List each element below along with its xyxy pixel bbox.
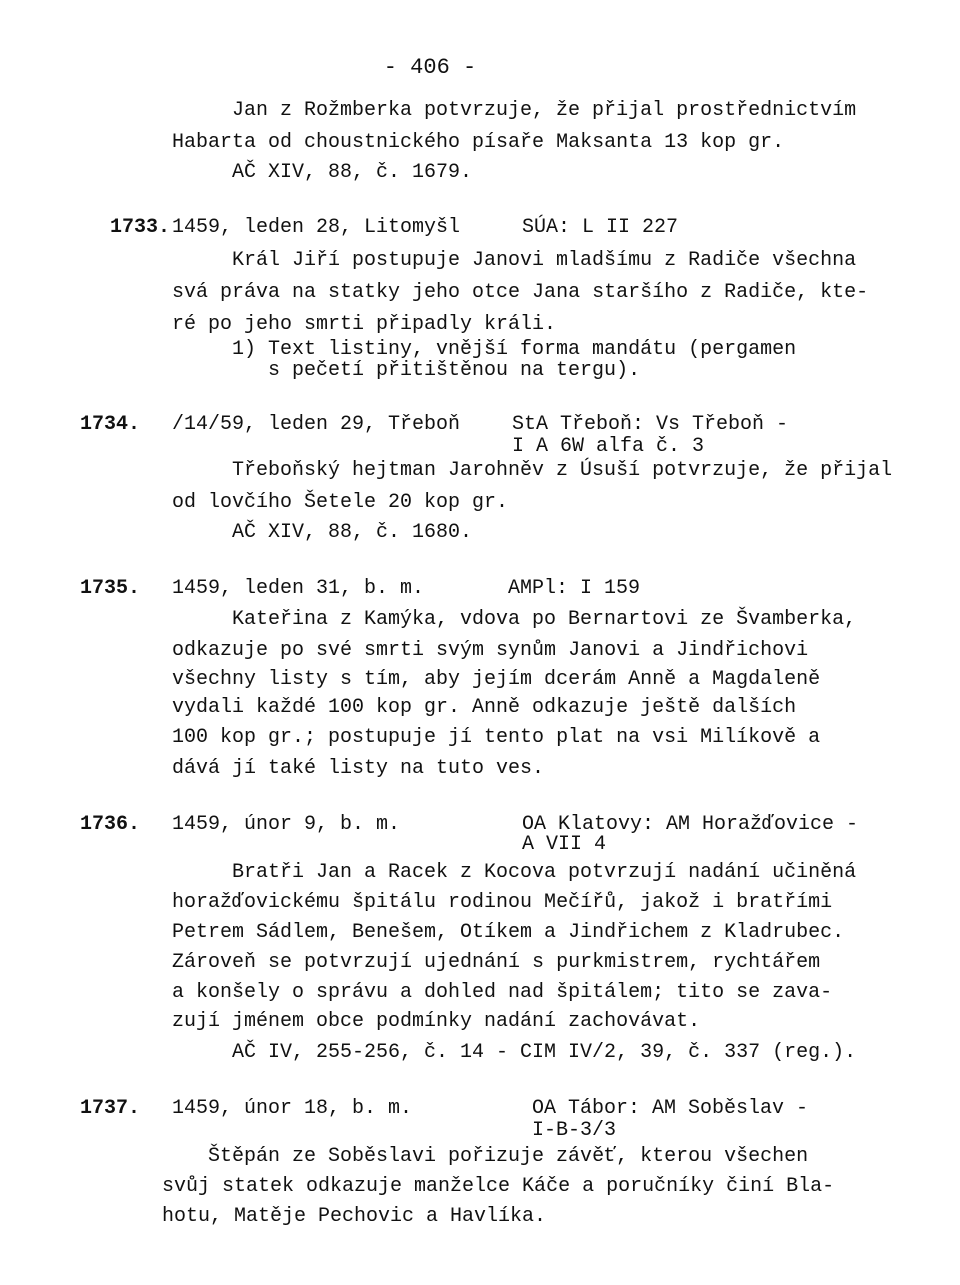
entry-text-1736-2: horažďovickému špitálu rodinou Mečířů, jakož i bratřími xyxy=(172,891,833,914)
entry-number-1733: 1733. xyxy=(110,216,171,239)
entry-text-1733-2: svá práva na statky jeho otce Jana staršího z Radiče, kte- xyxy=(172,281,869,304)
entry-text-1735-2: odkazuje po své smrti svým synům Janovi a Jindřichovi xyxy=(172,639,809,662)
entry-text-1734-2: od lovčího Šetele 20 kop gr. xyxy=(172,491,509,514)
entry-text-1736-6: zují jménem obce podmínky nadání zachovávat. xyxy=(172,1010,701,1033)
entry-reference-1734: AČ XIV, 88, č. 1680. xyxy=(232,521,473,544)
entry-date-1737: 1459, únor 18, b. m. xyxy=(172,1097,413,1120)
intro-line-1: Jan z Rožmberka potvrzuje, že přijal prostřednictvím xyxy=(232,99,857,122)
entry-archive-1734-1: StA Třeboň: Vs Třeboň - xyxy=(512,413,789,436)
entry-number-1734: 1734. xyxy=(80,413,141,436)
entry-text-1735-1: Kateřina z Kamýka, vdova po Bernartovi ze Švamberka, xyxy=(232,608,857,631)
entry-text-1737-3: hotu, Matěje Pechovic a Havlíka. xyxy=(162,1205,547,1228)
entry-number-1736: 1736. xyxy=(80,813,141,836)
entry-archive-1737-1: OA Tábor: AM Soběslav - xyxy=(532,1097,809,1120)
entry-text-1734-1: Třeboňský hejtman Jarohněv z Úsuší potvrzuje, že přijal xyxy=(232,459,893,482)
entry-text-1735-4: vydali každé 100 kop gr. Anně odkazuje ještě dalších xyxy=(172,696,797,719)
intro-reference: AČ XIV, 88, č. 1679. xyxy=(232,161,473,184)
entry-text-1735-6: dává jí také listy na tuto ves. xyxy=(172,757,545,780)
entry-archive-1736-1: OA Klatovy: AM Horažďovice - xyxy=(522,813,859,836)
entry-date-1736: 1459, únor 9, b. m. xyxy=(172,813,401,836)
entry-text-1735-5: 100 kop gr.; postupuje jí tento plat na vsi Milíkově a xyxy=(172,726,821,749)
entry-date-1734: /14/59, leden 29, Třeboň xyxy=(172,413,461,436)
entry-archive-1733: SÚA: L II 227 xyxy=(522,216,679,239)
entry-note-1733-1: 1) Text listiny, vnější forma mandátu (pergamen xyxy=(232,338,797,361)
entry-text-1736-5: a konšely o správu a dohled nad špitálem; tito se zava- xyxy=(172,981,833,1004)
entry-archive-1736-2: A VII 4 xyxy=(522,833,607,856)
entry-date-1733: 1459, leden 28, Litomyšl xyxy=(172,216,461,239)
entry-text-1737-1: Štěpán ze Soběslavi pořizuje závěť, kterou všechen xyxy=(208,1145,809,1168)
entry-text-1735-3: všechny listy s tím, aby jejím dcerám Anně a Magdaleně xyxy=(172,668,821,691)
entry-text-1733-1: Král Jiří postupuje Janovi mladšímu z Radiče všechna xyxy=(232,249,857,272)
intro-line-2: Habarta od choustnického písaře Maksanta 13 kop gr. xyxy=(172,131,785,154)
entry-text-1736-4: Zároveň se potvrzují ujednání s purkmistrem, rychtářem xyxy=(172,951,821,974)
entry-archive-1735: AMPl: I 159 xyxy=(508,577,641,600)
entry-number-1737: 1737. xyxy=(80,1097,141,1120)
entry-text-1736-3: Petrem Sádlem, Benešem, Otíkem a Jindřichem z Kladrubec. xyxy=(172,921,845,944)
entry-archive-1734-2: I A 6W alfa č. 3 xyxy=(512,435,705,458)
entry-text-1736-1: Bratři Jan a Racek z Kocova potvrzují nadání učiněná xyxy=(232,861,857,884)
entry-text-1737-2: svůj statek odkazuje manželce Káče a poručníky činí Bla- xyxy=(162,1175,835,1198)
page-number: - 406 - xyxy=(383,55,477,80)
entry-archive-1737-2: I-B-3/3 xyxy=(532,1119,617,1142)
entry-text-1733-3: ré po jeho smrti připadly králi. xyxy=(172,313,557,336)
entry-date-1735: 1459, leden 31, b. m. xyxy=(172,577,425,600)
entry-note-1733-2: s pečetí přitištěnou na tergu). xyxy=(232,359,641,382)
entry-number-1735: 1735. xyxy=(80,577,141,600)
entry-reference-1736: AČ IV, 255-256, č. 14 - CIM IV/2, 39, č. 337 (reg.). xyxy=(232,1041,857,1064)
